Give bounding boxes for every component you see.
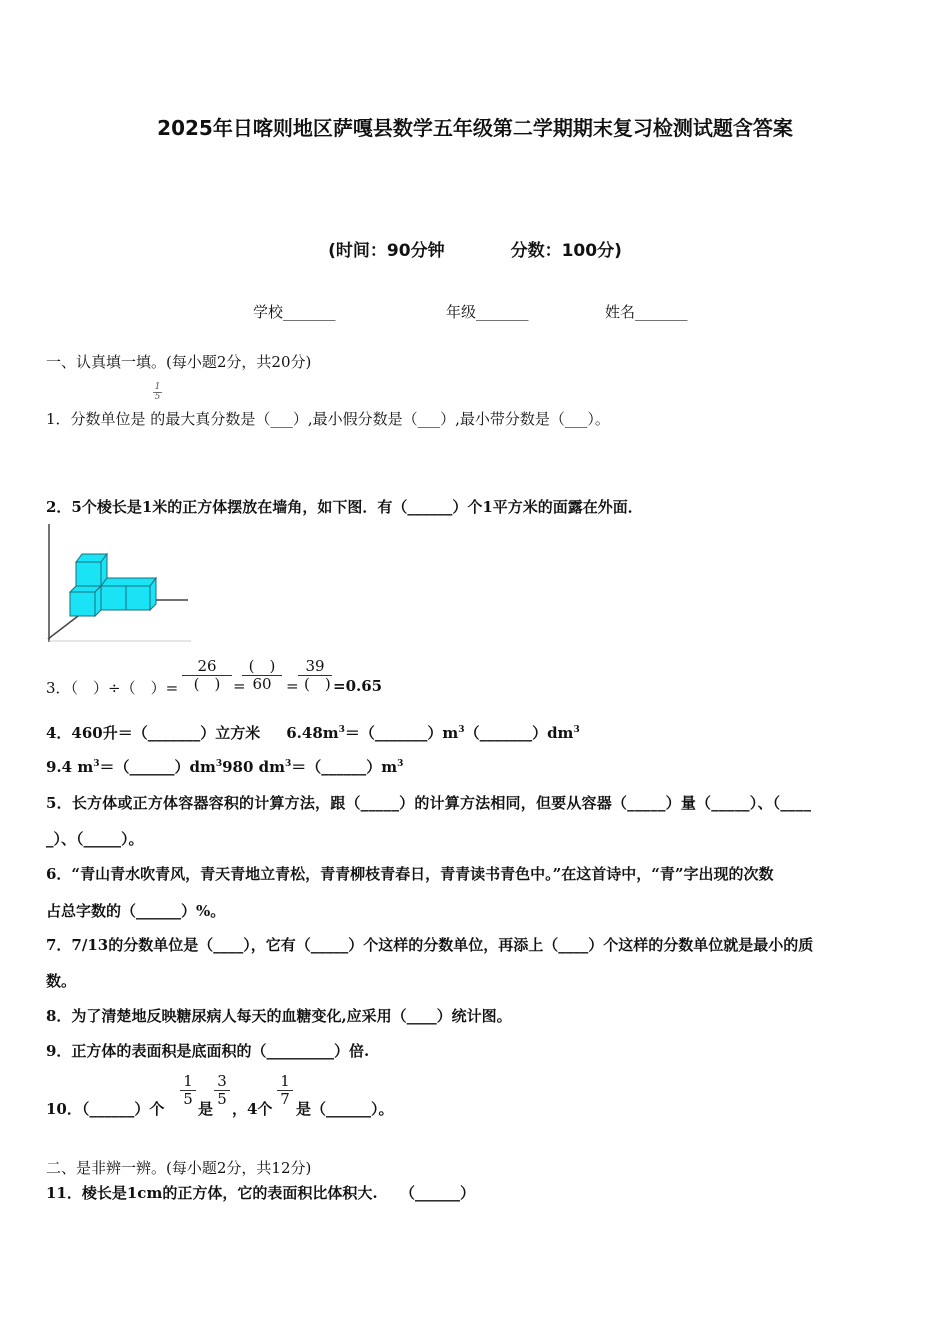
q4a-sup-2: 3 — [458, 725, 465, 735]
time-limit: (时间：90分钟 — [328, 241, 445, 261]
q3-f2-num: ( ) — [242, 658, 282, 676]
q3-f1-num: 26 — [182, 658, 232, 676]
document-title: 2025年日喀则地区萨嘎县数学五年级第二学期期末复习检测试题含答案 — [157, 116, 793, 140]
grade-field: 年级_______ — [446, 303, 529, 321]
q4a-part-2: 6.48m — [286, 724, 339, 742]
question-8: 8．为了清楚地反映糖尿病人每天的血糖变化,应采用（____）统计图。 — [46, 1007, 512, 1025]
question-4a — [46, 722, 580, 743]
question-1: 1．分数单位是 的最大真分数是（___）,最小假分数是（___）,最小带分数是（___）。 — [46, 410, 610, 428]
q10-f3-num: 1 — [277, 1073, 293, 1091]
q4a-part-3: ＝（_______）m — [344, 724, 459, 742]
q1-unit-fraction — [153, 383, 162, 402]
question-5-line-2: _）、（_____）。 — [46, 830, 144, 848]
q4a-part-4: （_______）dm — [464, 724, 574, 742]
q4b-part-4: ＝（______）m — [291, 758, 398, 776]
q10-part-3: ，4个 — [232, 1100, 273, 1118]
q10-part-2: 是 — [198, 1100, 214, 1118]
question-7-line-1: 7．7/13的分数单位是（____），它有（_____）个这样的分数单位，再添上（____）个这样的分数单位就是最小的质 — [46, 936, 814, 954]
q3-fraction-1 — [182, 658, 232, 694]
q10-fraction-2 — [214, 1073, 230, 1109]
q3-fraction-3 — [298, 658, 332, 694]
q10-fraction-3 — [277, 1073, 293, 1109]
q4b-sup-3: 3 — [285, 759, 292, 769]
section-1-heading: 一、认真填一填。(每小题2分，共20分) — [46, 353, 312, 371]
question-7-line-2: 数。 — [46, 972, 77, 990]
q3-eq-2: = — [286, 677, 299, 695]
q3-eq-1: = — [233, 677, 246, 695]
q4a-part-1: 4．460升＝（_______）立方米 — [46, 724, 261, 742]
q10-fraction-1 — [180, 1073, 196, 1109]
q4b-sup-1: 3 — [93, 759, 100, 769]
q3-f2-den: 60 — [252, 675, 272, 694]
question-5-line-1: 5．长方体或正方体容器容积的计算方法，跟（_____）的计算方法相同，但要从容器（_____）量（_____）、（____ — [46, 794, 812, 812]
question-11: 11．棱长是1cm的正方体，它的表面积比体积大. （______） — [46, 1184, 476, 1202]
q3-prefix: 3．（ ）÷（ ）= — [46, 679, 179, 697]
name-field: 姓名_______ — [605, 303, 688, 321]
q10-f2-num: 3 — [214, 1073, 230, 1091]
question-4b — [46, 756, 403, 777]
q4b-part-2: ＝（______）dm — [99, 758, 216, 776]
q3-f1-den: ( ) — [193, 675, 221, 694]
exam-meta — [0, 236, 950, 261]
school-field: 学校_______ — [253, 303, 336, 321]
q1-frac-den: 5 — [154, 392, 161, 402]
q1-frac-num: 1 — [154, 382, 161, 392]
q3-f3-den: ( ) — [304, 675, 331, 694]
q10-f2-den: 5 — [217, 1090, 227, 1109]
question-6-line-2: 占总字数的（______）%。 — [46, 902, 226, 920]
q4b-sup-4: 3 — [397, 759, 404, 769]
q10-f1-num: 1 — [180, 1073, 196, 1091]
q4a-sup-3: 3 — [573, 725, 580, 735]
q3-suffix: =0.65 — [333, 677, 383, 695]
q3-f3-num: 39 — [298, 658, 332, 676]
question-6-line-1: 6．“青山青水吹青风，青天青地立青松，青青柳枝青春日，青青读书青色中。”在这首诗中，“青”字出现的次数 — [46, 865, 774, 883]
q4b-part-1: 9.4 m — [46, 758, 94, 776]
question-9: 9．正方体的表面积是底面积的（_________）倍. — [46, 1042, 370, 1060]
q4b-sup-2: 3 — [215, 759, 223, 769]
section-2-heading: 二、是非辨一辨。(每小题2分，共12分) — [46, 1159, 312, 1177]
question-2: 2．5个棱长是1米的正方体摆放在墙角，如下图．有（______）个1平方米的面露在外面． — [46, 498, 643, 516]
q10-part-4: 是（______）。 — [296, 1100, 394, 1118]
q10-f1-den: 5 — [183, 1090, 193, 1109]
q4a-sup-1: 3 — [338, 725, 345, 735]
q10-f3-den: 7 — [280, 1090, 290, 1109]
q10-part-1: 10．（______）个 — [46, 1100, 165, 1118]
q4b-part-3: 980 dm — [222, 758, 286, 776]
cube-corner-figure — [46, 524, 191, 644]
total-score: 分数：100分) — [510, 241, 622, 261]
q3-fraction-2 — [242, 658, 282, 694]
